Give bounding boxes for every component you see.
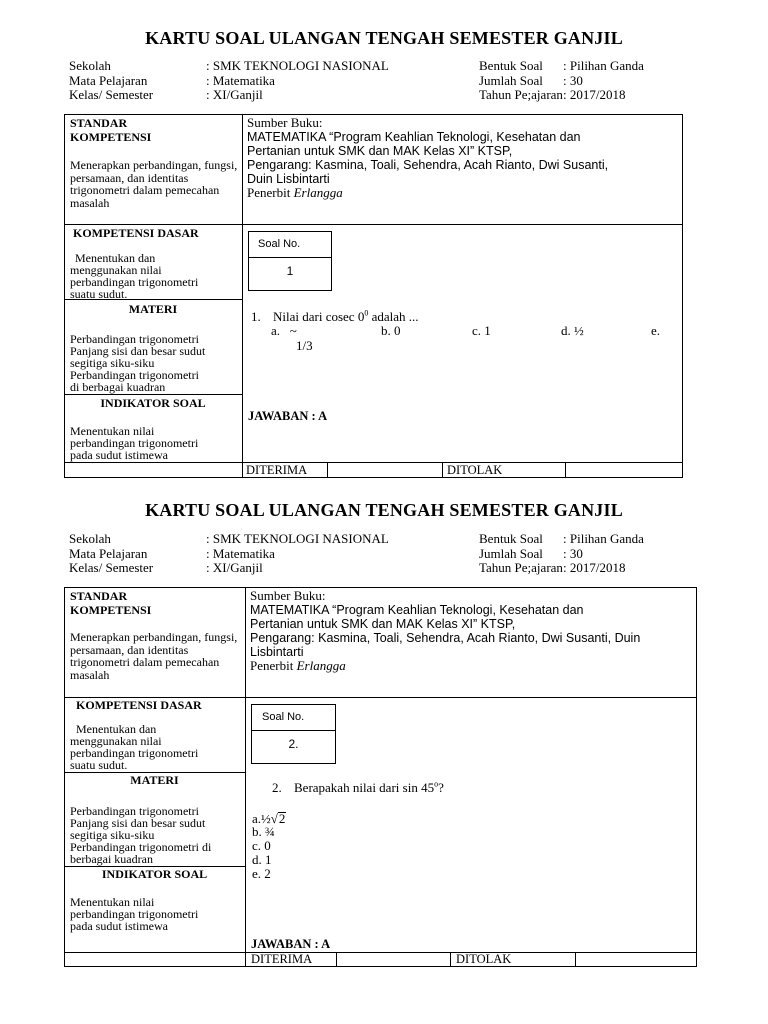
materi-line-4: Perbandingan trigonometri [70,368,199,382]
indikator-title: INDIKATOR SOAL [101,867,208,881]
bentuk-value: : Pilihan Ganda [563,531,644,546]
bentuk-label: Bentuk Soal [479,531,543,546]
materi-line-1: Perbandingan trigonometri [70,332,199,346]
indikator-line-2: perbandingan trigonometri [70,436,199,450]
kd-title: KOMPETENSI DASAR [76,698,202,712]
sekolah-value: : SMK TEKNOLOGI NASIONAL [206,58,389,73]
sumber-line-2: Pertanian untuk SMK dan MAK Kelas XI” KTSP, [250,617,516,631]
materi-title: MATERI [128,302,178,316]
kelas-label: Kelas/ Semester [69,560,154,575]
question-number: 2. [272,780,282,795]
sk-body: Menerapkan perbandingan, fungsi, persamaan, dan identitas trigonometri dalam pemecahan masalah [70,158,238,210]
soal-no-box [251,704,336,764]
sumber-label: Sumber Buku: [247,115,323,130]
sumber-line-4: Duin Lisbintarti [247,172,330,186]
option-a: a.½√2 [252,811,286,826]
option-e: e. [651,323,661,338]
sk-title-2: KOMPETENSI [70,603,152,617]
jawaban: JAWABAN : A [251,937,331,951]
question-text: Berapakah nilai dari sin 45$^o$? [294,779,444,795]
option-a: a. ~ [271,323,297,338]
kd-body-2: menggunakan nilai [70,734,162,748]
indikator-line-3: pada sudut istimewa [70,919,168,933]
tahun-label: Tahun Pe;ajaran [479,87,563,102]
indikator-title: INDIKATOR SOAL [100,396,206,410]
sekolah-label: Sekolah [69,531,111,546]
diterima-label: DITERIMA [251,952,313,966]
option-e: e. 2 [252,866,271,881]
jumlah-label: Jumlah Soal [479,72,543,88]
materi-line-4: Perbandingan trigonometri di [70,840,212,854]
sekolah-value: : SMK TEKNOLOGI NASIONAL [206,531,389,546]
bentuk-value: : Pilihan Ganda [563,58,644,73]
mapel-value: : Matematika [206,545,275,561]
jumlah-label: Jumlah Soal [479,545,543,561]
option-d: d. ½ [561,323,584,338]
card-info-left [69,59,389,103]
soal-no-value: 2. [288,737,299,751]
kd-body-4: suatu sudut. [70,287,128,301]
kd-body-2: menggunakan nilai [70,263,162,277]
kd-title: KOMPETENSI DASAR [73,226,199,240]
option-e-value: 1/3 [296,338,313,353]
card-info-left [69,532,389,576]
penerbit-label: Penerbit [250,658,294,673]
jumlah-value: : 30 [563,72,583,88]
option-b: b. ¾ [252,824,275,839]
kelas-value: : XI/Ganjil [206,560,263,575]
kd-body-1: Menentukan dan [75,251,156,265]
jawaban: JAWABAN : A [248,409,328,423]
indikator-line-2: perbandingan trigonometri [70,907,199,921]
sk-title: STANDAR [70,116,128,130]
penerbit-value: Erlangga [293,185,343,200]
card-info-right [479,59,644,103]
indikator-line-1: Menentukan nilai [70,895,155,909]
penerbit [250,660,346,673]
materi-line-5: berbagai kuadran [70,852,153,866]
mapel-label: Mata Pelajaran [69,72,148,88]
soal-no-label: Soal No. [258,238,301,250]
penerbit-value: Erlangga [296,658,346,673]
kelas-label: Kelas/ Semester [69,87,154,102]
soal-no-value: 1 [286,264,294,278]
sumber-line-3: Pengarang: Kasmina, Toali, Sehendra, Acah Rianto, Dwi Susanti, Duin [250,631,641,645]
bentuk-label: Bentuk Soal [479,58,543,73]
materi-title: MATERI [130,773,179,787]
materi-line-3: segitiga siku-siku [70,356,155,370]
materi-line-3: segitiga siku-siku [70,828,155,842]
card-info-right [479,532,644,576]
kd-body-3: perbandingan trigonometri [70,275,199,289]
ditolak-label: DITOLAK [447,463,503,477]
jumlah-value: : 30 [563,545,583,561]
indikator-line-1: Menentukan nilai [70,424,155,438]
tahun-value: : 2017/2018 [563,560,626,575]
question-text: Nilai dari cosec $0^0$ adalah ... [273,308,419,324]
question-number: 1. [251,309,261,324]
option-c: c. 0 [252,838,271,853]
card-title: KARTU SOAL ULANGAN TENGAH SEMESTER GANJIL [145,28,623,48]
soal-no-label: Soal No. [262,711,305,723]
sumber-line-3: Pengarang: Kasmina, Toali, Sehendra, Acah Rianto, Dwi Susanti, [247,158,609,172]
kelas-value: : XI/Ganjil [206,87,263,102]
tahun-value: : 2017/2018 [563,87,626,102]
tahun-label: Tahun Pe;ajaran [479,560,563,575]
materi-line-2: Panjang sisi dan besar sudut [70,816,206,830]
ditolak-label: DITOLAK [456,952,512,966]
materi-line-5: di berbagai kuadran [70,380,166,394]
mapel-value: : Matematika [206,72,275,88]
penerbit [247,187,343,200]
kd-body-4: suatu sudut. [70,758,128,772]
sk-title-2: KOMPETENSI [70,130,152,144]
soal-no-box [248,231,332,291]
sumber-line-4: Lisbintarti [250,645,304,659]
card-title: KARTU SOAL ULANGAN TENGAH SEMESTER GANJIL [145,500,623,520]
sumber-label: Sumber Buku: [250,588,326,603]
sumber-line-2: Pertanian untuk SMK dan MAK Kelas XI” KTSP, [247,144,513,158]
sumber-line-1: MATEMATIKA “Program Keahlian Teknologi, Kesehatan dan [247,130,581,144]
sekolah-label: Sekolah [69,58,111,73]
materi-line-2: Panjang sisi dan besar sudut [70,344,206,358]
mapel-label: Mata Pelajaran [69,545,148,561]
materi-line-1: Perbandingan trigonometri [70,804,199,818]
sk-body: Menerapkan perbandingan, fungsi, persamaan, dan identitas trigonometri dalam pemecahan masalah [70,630,238,682]
indikator-line-3: pada sudut istimewa [70,448,168,462]
kd-body-3: perbandingan trigonometri [70,746,199,760]
penerbit-label: Penerbit [247,185,291,200]
option-d: d. 1 [252,852,272,867]
option-b: b. 0 [381,323,401,338]
option-c: c. 1 [472,323,491,338]
sk-title: STANDAR [70,589,128,603]
diterima-label: DITERIMA [246,463,308,477]
kd-body-1: Menentukan dan [76,722,157,736]
sumber-line-1: MATEMATIKA “Program Keahlian Teknologi, Kesehatan dan [250,603,584,617]
